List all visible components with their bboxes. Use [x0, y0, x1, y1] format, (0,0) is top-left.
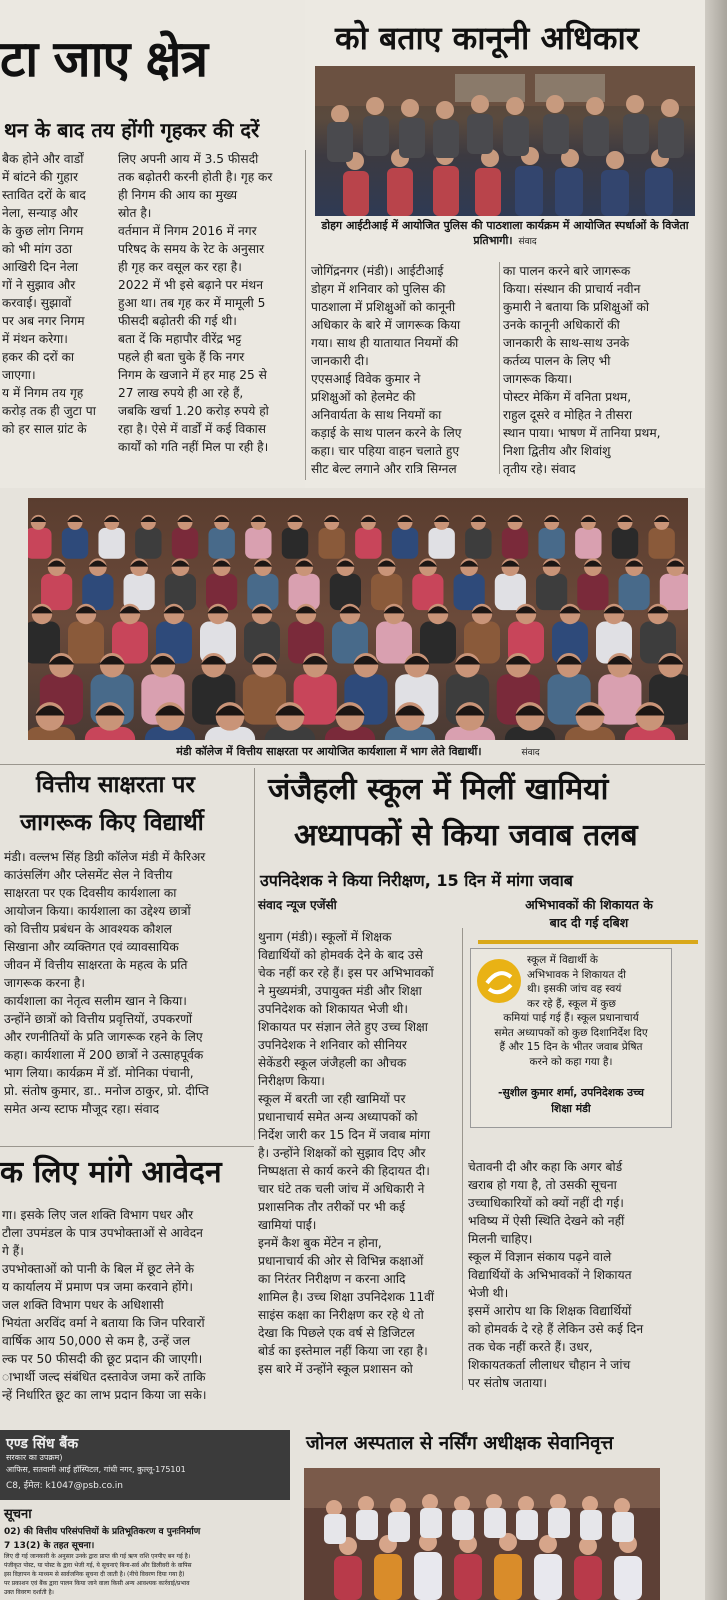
text-line: बोर्ड का इस्तेमाल नहीं किया जा रहा है। [258, 1344, 428, 1358]
fine-print-line: इस विज्ञापन के माध्यम से सार्वजनिक सूचना दी जाती है। (नीचे विवरण दिया गया है) [4, 1571, 185, 1578]
text-line: पर संतोष जताया। [468, 1376, 548, 1390]
text-line: कार्यशाला का नेतृत्व सलीम खान ने किया। [4, 994, 187, 1008]
text-line: शिकायत पर संज्ञान लेते हुए उच्च शिक्षा [258, 1020, 428, 1034]
text-line: भविष्य में ऐसी स्थिति देखने को नहीं [468, 1214, 625, 1228]
text-line: प्रधानाचार्य की ओर से विभिन्न कक्षाओं [258, 1254, 424, 1268]
text-line: वार्षिक आय 50,000 से कम है, उन्हें जल [2, 1334, 191, 1348]
text-line: निर्देश जारी कर 15 दिन में जवाब मांगा [258, 1128, 431, 1142]
text-line: निष्पक्षता से कार्य करने की हिदायत दी। [258, 1164, 430, 1178]
group-photo-graphic [315, 66, 695, 216]
student-body [355, 528, 381, 559]
text-line: उपनिदेशक ने शनिवार को सीनियर [258, 1038, 407, 1052]
headline-line-2: अध्यापकों से किया जवाब तलब [294, 818, 638, 853]
text-line: तक चेक नहीं करते हैं। उधर, [468, 1340, 593, 1354]
text-line: कहा। चार पहिया वाहन चलाते हुए [311, 444, 460, 458]
text-line: प्रो. संतोष कुमार, डा.. मनोज ठाकुर, प्रो. दीप्ति [4, 1084, 209, 1098]
article-column-1 [258, 928, 456, 1378]
text-line: गा। इसके लिए जल शक्ति विभाग पधर और [2, 1208, 194, 1222]
text-line: स्कूल में विज्ञान संकाय पढ़ने वाले [468, 1250, 612, 1264]
classroom-photo [28, 498, 688, 740]
text-line: ल्क पर 50 फीसदी की छूट प्रदान की जाएगी। [2, 1352, 203, 1366]
headline: क लिए मांगे आवेदन [0, 1155, 222, 1190]
text-line: ही निगम की आय का मुख्य [118, 188, 238, 202]
text-line: निरीक्षण किया। [258, 1074, 325, 1088]
text-line: अनिवार्यता के साथ नियमों का [311, 408, 442, 422]
student-body [538, 528, 564, 559]
student-body [172, 528, 198, 559]
page-edge [705, 0, 727, 1600]
text-line: भाग लिया। कार्यक्रम में डॉ. मोनिका पंचानी, [4, 1066, 194, 1080]
text-line: निगम के खजाने में हर माह 25 से [118, 368, 267, 382]
retirement-photo [304, 1468, 660, 1600]
text-line: कार्यों को गति नहीं मिल पा रही है। [118, 440, 269, 454]
student-body [660, 574, 688, 610]
text-line: एएसआई विवेक कुमार ने [311, 372, 421, 386]
bank-email-prefix: C8, [6, 1481, 21, 1491]
text-line: तक बढ़ोतरी करनी होती है। गृह कर [118, 170, 273, 184]
student-body [330, 574, 361, 610]
text-line: मंडी। वल्लभ सिंह डिग्री कॉलेज मंडी में कैरिअर [4, 850, 206, 864]
text-line: चार घंटे तक चली जांच में अधिकारी ने [258, 1182, 425, 1196]
text-line: जागरूक किया। [503, 372, 573, 386]
text-line: गया। साथ ही यातायात नियमों की [311, 336, 459, 350]
student-body [598, 674, 641, 724]
text-line: डोहग में शनिवार को पुलिस की [311, 282, 446, 296]
student-body [465, 528, 491, 559]
student-body [502, 528, 528, 559]
text-line: आखिरी दिन नेला [2, 260, 79, 274]
photo-credit: संवाद [518, 237, 537, 247]
text-line: ही गृह कर वसूल कर रहा है। [118, 260, 242, 274]
quote-line: स्कूल में विद्यार्थी के [527, 954, 598, 966]
text-line: शिकायतकर्ता लीलाधर चौहान ने जांच [468, 1358, 631, 1372]
text-line: भियंता अरविंद वर्मा ने बताया कि जिन परिवारों [2, 1316, 205, 1330]
quote-line: करने को कहा गया है। [529, 1055, 613, 1068]
bank-header-bar [0, 1430, 290, 1500]
text-line: जानकारी के साथ-साथ उनके [503, 336, 630, 350]
text-line: य में निगम तय गृह [2, 386, 84, 400]
staff-photo-graphic [304, 1468, 660, 1600]
text-line: है। उन्होंने शिक्षकों को सुझाव दिए और [258, 1146, 426, 1160]
text-line: में मंथन करेगा। [2, 332, 68, 346]
student-body [165, 574, 196, 610]
text-line: प्रशिक्षुओं को हेलमेट की [311, 390, 416, 404]
text-line: जागरूक करना है। [4, 976, 85, 990]
column-divider [254, 768, 255, 1140]
text-line: रहा है। ऐसे में वार्डों में कई विकास [118, 422, 267, 436]
sidebar-title-line-2: बाद दी गई दबिश [549, 915, 629, 930]
headline-line-2: जागरूक किए विद्यार्थी [20, 810, 204, 836]
text-line: उन्होंने छात्रों को वित्तीय प्रवृत्तियों, उपकरणों [4, 1012, 193, 1026]
text-line: साइंस कक्षा का निरीक्षण कर रहे थे तो [258, 1308, 424, 1322]
text-line: काउंसलिंग और प्लेसमेंट सेल ने वित्तीय [4, 868, 173, 882]
text-line: समेत अन्य स्टाफ मौजूद रहा। संवाद [4, 1102, 160, 1116]
text-line: प्रधानाचार्य समेत अन्य अध्यापकों को [258, 1110, 418, 1124]
text-line: स्कूल में बरती जा रही खामियों पर [258, 1092, 406, 1106]
text-line: राहुल दूसरे व मोहित ने तीसरा [503, 408, 632, 422]
quote-text [475, 953, 667, 1069]
article-column-2 [503, 262, 691, 478]
text-line: भेजी थी। [468, 1286, 509, 1300]
text-line: गों ने सुझाव और [2, 278, 76, 292]
student-body [28, 528, 52, 559]
article-column-1 [311, 262, 495, 478]
text-line: विद्यार्थियों को होमवर्क देने के बाद उसे [258, 948, 423, 962]
text-line: सिखाना और व्यक्तिगत एवं व्यावसायिक [4, 940, 179, 954]
text-line: जबकि खर्चा 1.20 करोड़ रुपये हो [118, 404, 269, 418]
text-line: य कार्यालय में प्रमाण पत्र जमा करवाने होंगे। [2, 1280, 194, 1294]
bank-notice [0, 1430, 290, 1600]
student-body [428, 528, 454, 559]
student-body [135, 528, 161, 559]
quote-line: थी। इसकी जांच वह स्वयं [527, 983, 622, 995]
text-line: में बांटने की गुहार [2, 170, 78, 184]
text-line: साक्षरता पर एक दिवसीय कार्यशाला का [4, 886, 177, 900]
headline-line-1: जंजैहली स्कूल में मिलीं खामियां [268, 772, 609, 807]
bank-name: एण्ड सिंध बैंक [6, 1436, 79, 1452]
student-body [575, 528, 601, 559]
student-body [392, 528, 418, 559]
text-line: उपभोक्ताओं को पानी के बिल में छूट लेने के [2, 1262, 195, 1276]
notice-title: सूचना [4, 1507, 32, 1522]
text-line: ने मुख्यमंत्री, उपायुक्त मंडी और शिक्षा [258, 984, 422, 998]
ceremony-photo [315, 66, 695, 216]
text-line: देखा कि पिछले एक वर्ष से डिजिटल [258, 1326, 415, 1340]
text-line: इस बारे में उन्होंने स्कूल प्रशासन को [258, 1362, 413, 1376]
headline: टा जाए क्षेत्र [0, 30, 208, 88]
text-line: फीसदी बढ़ोतरी की गई थी। [118, 314, 237, 328]
fine-print-line: पर प्रकाशन एवं बैंक द्वारा पालन किया जाने वाला किसी अन्य आवश्यक कार्रवाई/प्रभाव [4, 1580, 190, 1587]
photo-caption [28, 744, 688, 761]
text-line: उनके कानूनी अधिकारों की [503, 318, 620, 332]
student-body [208, 528, 234, 559]
text-line: चेतावनी दी और कहा कि अगर बोर्ड [468, 1160, 623, 1174]
text-line: टौला उपमंडल के पात्र उपभोक्ताओं से आवेदन [2, 1226, 203, 1240]
text-line: मिलनी चाहिए। [468, 1232, 533, 1246]
fine-print-line: उक्त विवरण दर्शाती है। [4, 1589, 54, 1596]
bank-email [6, 1478, 123, 1491]
text-line: जानकारी दी। [311, 354, 369, 368]
bank-tagline: सरकार का उपक्रम) [6, 1453, 63, 1462]
text-line: का निरंतर निरीक्षण न करना आदि [258, 1272, 406, 1286]
text-line: का पालन करने बारे जागरूक [503, 264, 631, 278]
text-line: और रणनीतियों के प्रति जागरूक रहने के लिए [4, 1030, 203, 1044]
audience-photo-graphic [28, 498, 688, 740]
section-rule [0, 1146, 254, 1147]
text-line: प्रशासनिक तौर तरीकों पर भी कई [258, 1200, 405, 1214]
caption-text: डोहग आईटीआई में आयोजित पुलिस की पाठशाला कार्यक्रम में आयोजित स्पर्धाओं के विजेता प्रतिभागी। [321, 219, 689, 247]
student-body [98, 528, 124, 559]
sidebar-title [484, 896, 694, 932]
student-body [318, 528, 344, 559]
text-line: अधिकार के बारे में जागरूक किया [311, 318, 461, 332]
text-line: गे हैं। [2, 1244, 24, 1258]
photo-credit: संवाद [521, 748, 540, 758]
text-line: जोगिंद्रनगर (मंडी)। आईटीआई [311, 264, 444, 278]
text-line: नेला, सन्याड़ और [2, 206, 78, 220]
text-line: कुमारी ने बताया कि प्रशिक्षुओं को [503, 300, 649, 314]
section-rule [0, 764, 705, 765]
text-line: हकर की दरों का [2, 350, 75, 364]
text-line: करोड़ तक ही जुटा पा [2, 404, 96, 418]
text-line: पाठशाला में प्रशिक्षुओं को कानूनी [311, 300, 456, 314]
quote-line: हैं और 15 दिन के भीतर जवाब प्रेषित [499, 1041, 643, 1053]
sidebar-title-line-1: अभिभावकों की शिकायत के [525, 897, 653, 912]
notice-fine-print [4, 1552, 288, 1597]
article-column-1 [2, 150, 112, 438]
text-line: जाएगा। [2, 368, 36, 382]
text-line: विद्यार्थियों के अभिभावकों ने शिकायत [468, 1268, 632, 1282]
quote-author [475, 1085, 667, 1117]
subheadline: उपनिदेशक ने किया निरीक्षण, 15 दिन में मांगा जवाब [260, 871, 573, 890]
text-line: स्थान पाया। भाषण में तानिया प्रथम, [503, 426, 661, 440]
student-body [68, 622, 104, 664]
notice-subject-2: 7 13(2) के तहत सूचना। [4, 1541, 95, 1551]
text-line: सीट बेल्ट लगाने और रात्रि सिग्नल [311, 462, 457, 476]
text-line: 2022 में भी इसे बढ़ाने पर मंथन [118, 278, 263, 292]
text-line: को भी मांग उठा [2, 242, 73, 256]
student-body [376, 622, 412, 664]
text-line: 27 लाख रुपये ही आ रहे हैं, [118, 386, 244, 400]
quote-line: समेत अध्यापकों को कुछ दिशानिर्देश दिए [494, 1026, 648, 1039]
headline: जोनल अस्पताल से नर्सिंग अधीक्षक सेवानिवृत्त [306, 1433, 614, 1454]
bank-email-value: ईमेल: k1047@psb.co.in [23, 1481, 123, 1491]
quote-line: कमियां पाई गई हैं। स्कूल प्रधानाचार्य [503, 1012, 639, 1024]
text-line: आयोजन किया। कार्यशाला का उद्देश्य छात्रों [4, 904, 191, 918]
student-body [495, 574, 526, 610]
text-line: इनमें कैश बुक मेंटेन न होना, [258, 1236, 382, 1250]
student-body [612, 528, 638, 559]
text-line: जीवन में वित्तीय साक्षरता के महत्व के प्रति [4, 958, 188, 972]
text-line: उच्चाधिकारियों को क्यों नहीं दी गई। [468, 1196, 624, 1210]
student-body [536, 574, 567, 610]
headline-line-1: वित्तीय साक्षरता पर [36, 772, 195, 798]
student-body [577, 574, 608, 610]
text-line: कर्तव्य पालन के लिए भी [503, 354, 611, 368]
quote-line: अभिभावक ने शिकायत दी [527, 968, 626, 981]
sidebar-rule [478, 940, 698, 944]
bank-address: आफिस, सतवानी आई हॉस्पिटल, गांधी नगर, कुल्लू-175101 [6, 1465, 186, 1474]
text-line: कड़ाई के साथ पालन करने के लिए [311, 426, 462, 440]
fine-print-line: पंजीकृत पोस्ट, या पोस्ट के द्वारा भेजी गई, ये सूचनाएं बिना-सर्व और डिलीवरी के वापिस [4, 1562, 192, 1569]
text-line: कहा। कार्यशाला में 200 छात्रों ने उत्साहपूर्वक [4, 1048, 204, 1062]
text-line: थुनाग (मंडी)। स्कूलों में शिक्षक [258, 930, 392, 944]
column-divider [305, 150, 306, 480]
text-line: वर्तमान में निगम 2016 में नगर [118, 224, 257, 238]
text-line: बता दें कि महापौर वीरेंद्र भट्ट [118, 332, 242, 346]
text-line: करवाई। सुझावों [2, 296, 72, 310]
text-line: सेकेंडरी स्कूल जंजैहली का औचक [258, 1056, 407, 1070]
fine-print-line: लिए दी गई जानकारी के अनुसार उनके द्वारा प्राप्त की गई ऋण राशि एनपीए बन गई है। [4, 1553, 191, 1560]
article-body [4, 848, 246, 1118]
text-line: लिए अपनी आय में 3.5 फीसदी [118, 152, 259, 166]
text-line: चेक नहीं कर रहे हैं। इस पर अभिभावकों [258, 966, 434, 980]
subheadline: थन के बाद तय होंगी गृहकर की दरें [4, 118, 260, 142]
hospital-article [300, 1430, 705, 1600]
text-line: इसमें आरोप था कि शिक्षक विद्यार्थियों [468, 1304, 632, 1318]
student-body [619, 574, 650, 610]
column-divider [462, 928, 463, 1390]
text-line: स्तावित दरों के बाद [2, 188, 86, 202]
quote-box [470, 948, 672, 1128]
text-line: तृतीय रहे। संवाद [503, 462, 576, 476]
text-line: निशा द्वितीय और शिवांशु [503, 444, 611, 458]
text-line: पहले ही बता चुके हैं कि नगर [118, 350, 245, 364]
column-divider [499, 262, 500, 474]
quote-author-line-1: -सुशील कुमार शर्मा, उपनिदेशक उच्च [498, 1086, 644, 1099]
text-line: खराब हो गया है, तो उसकी सूचना [468, 1178, 617, 1192]
text-line: स्रोत है। [118, 206, 152, 220]
student-body [245, 528, 271, 559]
quote-line: कर रहे हैं, स्कूल में कुछ [527, 997, 616, 1010]
text-line: को वित्तीय प्रबंधन के आवश्यक कौशल [4, 922, 172, 936]
text-line: खामियां पाईं। [258, 1218, 317, 1232]
text-line: उपनिदेशक को शिकायत भेजी थी। [258, 1002, 408, 1016]
top-right-article [305, 0, 705, 488]
headline: को बताए कानूनी अधिकार [335, 19, 639, 57]
text-line: के कुछ लोग निगम [2, 224, 84, 238]
text-line: बैक होने और वार्डों [2, 152, 84, 166]
text-line: जल शक्ति विभाग पधर के अधिशासी [2, 1298, 164, 1312]
byline: संवाद न्यूज एजेंसी [258, 898, 337, 912]
student-body [62, 528, 88, 559]
text-line: न्हें निर्धारित छूट का लाभ प्रदान किया जा सके। [2, 1388, 207, 1402]
text-line: पर अब नगर निगम [2, 314, 85, 328]
text-line: को हर साल ग्रांट के [2, 422, 87, 436]
notice-subject-1: 02) की वित्तीय परिसंपत्तियों के प्रतिभूतिकरण व पुनःनिर्माण [4, 1527, 201, 1537]
photo-caption [317, 218, 693, 250]
student-body [648, 528, 674, 559]
top-left-article [0, 0, 305, 488]
text-line: हुआ था। तब गृह कर में मामूली 5 [118, 296, 266, 310]
text-line: को होमवर्क दे रहे हैं लेकिन उसे कई दिन [468, 1322, 644, 1336]
text-line: किया। संस्थान की प्राचार्य नवीन [503, 282, 641, 296]
article-body [2, 1206, 250, 1404]
caption-text: मंडी कॉलेज में वित्तीय साक्षरता पर आयोजित कार्यशाला में भाग लेते विद्यार्थी। [176, 745, 482, 758]
article-column-2 [468, 1158, 672, 1392]
text-line: शामिल है। उच्च शिक्षा उपनिदेशक 11वीं [258, 1290, 435, 1304]
quote-author-line-2: शिक्षा मंडी [551, 1102, 591, 1115]
text-line: पोस्टर मेकिंग में वनिता प्रथम, [503, 390, 632, 404]
article-column-2 [118, 150, 302, 456]
text-line: ाभार्थी जल्द संबंधित दस्तावेज जमा करें ताकि [2, 1370, 206, 1384]
student-body [282, 528, 308, 559]
text-line: परिषद के समय के रेट के अनुसार [118, 242, 265, 256]
